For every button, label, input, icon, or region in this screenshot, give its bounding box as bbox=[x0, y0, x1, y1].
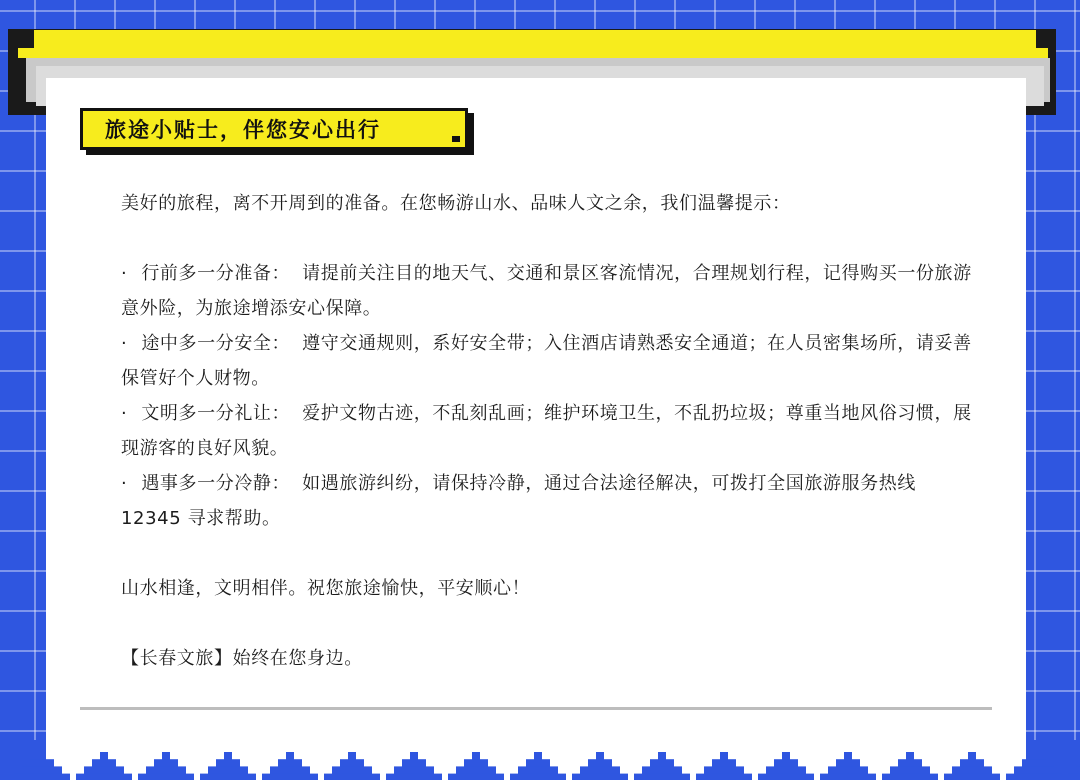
header-yellow-edge bbox=[18, 48, 1048, 58]
zigzag-peak bbox=[200, 774, 256, 780]
tip-text: 爱护文物古迹，不乱刻乱画；维护环境卫生，不乱扔垃圾；尊重当地风俗习惯，展现游客的良好风貌。 bbox=[121, 403, 972, 459]
article-body bbox=[121, 186, 981, 676]
signature-line: 【长春文旅】始终在您身边。 bbox=[121, 648, 363, 669]
zigzag-peak bbox=[324, 774, 380, 780]
bullet-icon: · bbox=[121, 333, 128, 354]
tip-item bbox=[121, 466, 981, 536]
bullet-icon: · bbox=[121, 403, 128, 424]
tip-label: 文明多一分礼让： bbox=[141, 403, 291, 424]
tip-item bbox=[121, 256, 981, 326]
header-yellow-bar bbox=[34, 30, 1036, 48]
zigzag-peak bbox=[758, 774, 814, 780]
zigzag-peak bbox=[696, 774, 752, 780]
zigzag-peak bbox=[572, 774, 628, 780]
bullet-icon: · bbox=[121, 263, 128, 284]
tip-item bbox=[121, 326, 981, 396]
zigzag-peak bbox=[944, 774, 1000, 780]
pixel-zigzag-border bbox=[0, 740, 1080, 780]
zigzag-peak bbox=[386, 774, 442, 780]
pixel-cursor-icon bbox=[452, 136, 460, 142]
zigzag-peak bbox=[510, 774, 566, 780]
title-banner bbox=[80, 108, 468, 150]
zigzag-peak bbox=[1068, 774, 1080, 780]
tip-text: 遵守交通规则，系好安全带；入住酒店请熟悉安全通道；在人员密集场所，请妥善保管好个人财物。 bbox=[121, 333, 972, 389]
zigzag-peak bbox=[14, 774, 70, 780]
page-title: 旅途小贴士，伴您安心出行 bbox=[105, 118, 381, 142]
bullet-icon: · bbox=[121, 473, 128, 494]
zigzag-peak bbox=[76, 774, 132, 780]
tip-item bbox=[121, 396, 981, 466]
zigzag-peak bbox=[138, 774, 194, 780]
closing-paragraph: 山水相逢，文明相伴。祝您旅途愉快，平安顺心！ bbox=[121, 578, 531, 599]
zigzag-peak bbox=[882, 774, 938, 780]
tip-label: 遇事多一分冷静： bbox=[141, 473, 291, 494]
zigzag-peak bbox=[262, 774, 318, 780]
bottom-divider bbox=[80, 707, 992, 710]
zigzag-peak bbox=[820, 774, 876, 780]
zigzag-peak bbox=[448, 774, 504, 780]
zigzag-peak bbox=[1006, 774, 1062, 780]
tip-label: 行前多一分准备： bbox=[141, 263, 291, 284]
zigzag-peak bbox=[634, 774, 690, 780]
tip-text: 请提前关注目的地天气、交通和景区客流情况，合理规划行程，记得购买一份旅游意外险，为旅途增添安心保障。 bbox=[121, 263, 972, 319]
tip-label: 途中多一分安全： bbox=[141, 333, 291, 354]
intro-paragraph: 美好的旅程，离不开周到的准备。在您畅游山水、品味人文之余，我们温馨提示： bbox=[121, 193, 791, 214]
tip-text: 如遇旅游纠纷，请保持冷静，通过合法途径解决，可拨打全国旅游服务热线 12345 寻求帮助。 bbox=[121, 473, 916, 529]
